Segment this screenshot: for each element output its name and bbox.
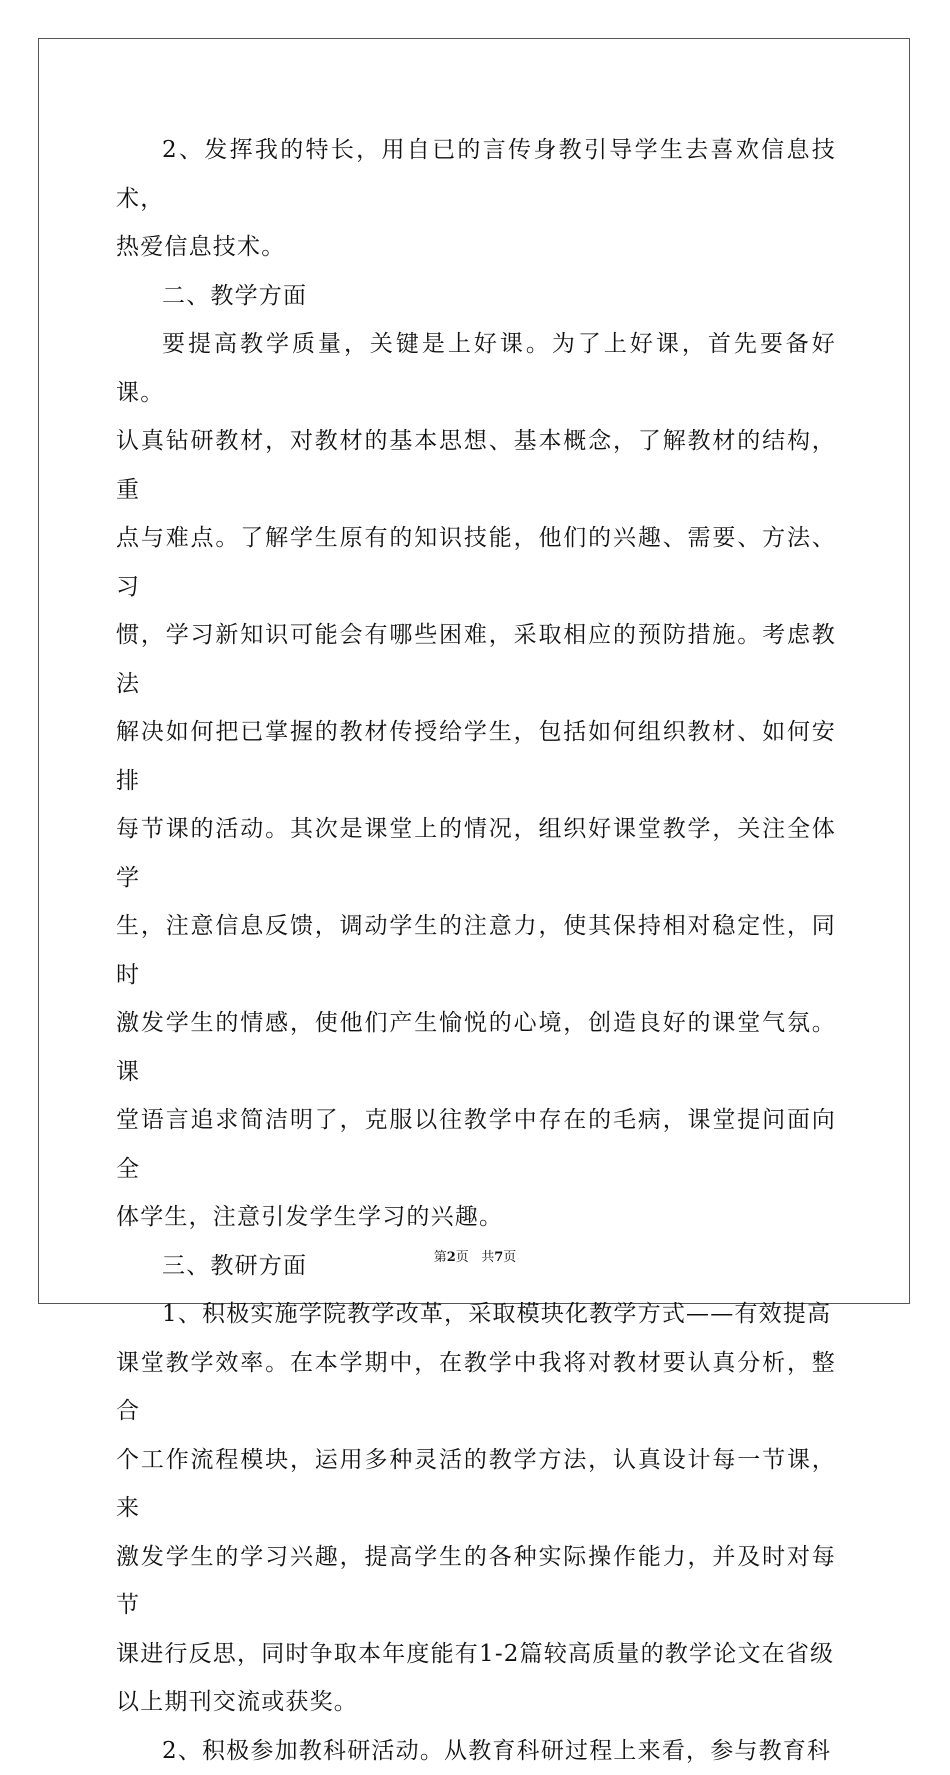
paragraph-research-2: [116, 1727, 836, 1775]
page-label: 页: [456, 1250, 469, 1265]
section-heading-teaching: [116, 272, 836, 321]
total-pages: 7: [494, 1250, 503, 1265]
text-line: 体学生，注意引发学生学习的兴趣。: [116, 1193, 836, 1242]
text-line: 生，注意信息反馈，调动学生的注意力，使其保持相对稳定性，同时: [116, 902, 836, 999]
text-line: 激发学生的情感，使他们产生愉悦的心境，创造良好的课堂气氛。课: [116, 999, 836, 1096]
paragraph-1: [116, 126, 836, 272]
text-line: 2、积极参加教科研活动。从教育科研过程上来看，参与教育科: [116, 1727, 836, 1775]
page-prefix: 第: [434, 1250, 447, 1265]
text-line: 激发学生的学习兴趣，提高学生的各种实际操作能力，并及时对每节: [116, 1533, 836, 1630]
text-line: 堂语言追求简洁明了，克服以往教学中存在的毛病，课堂提问面向全: [116, 1096, 836, 1193]
text-line: 解决如何把已掌握的教材传授给学生，包括如何组织教材、如何安排: [116, 708, 836, 805]
text-line: 1、积极实施学院教学改革，采取模块化教学方式——有效提高: [116, 1290, 836, 1339]
text-line: 课堂教学效率。在本学期中，在教学中我将对教材要认真分析，整合: [116, 1339, 836, 1436]
text-line: 三、教研方面: [116, 1242, 836, 1291]
text-line: 2、发挥我的特长，用自已的言传身教引导学生去喜欢信息技术，: [116, 126, 836, 223]
page-number: 2: [447, 1250, 456, 1265]
total-label: 页: [503, 1250, 516, 1265]
page-footer: [0, 1246, 950, 1265]
text-line: 惯，学习新知识可能会有哪些困难，采取相应的预防措施。考虑教法: [116, 611, 836, 708]
text-line: 每节课的活动。其次是课堂上的情况，组织好课堂教学，关注全体学: [116, 805, 836, 902]
paragraph-teaching: [116, 320, 836, 1242]
text-line: 课进行反思，同时争取本年度能有1-2篇较高质量的教学论文在省级: [116, 1630, 836, 1679]
total-prefix: 共: [481, 1250, 494, 1265]
text-line: 以上期刊交流或获奖。: [116, 1678, 836, 1727]
document-body: [116, 126, 836, 1775]
text-line: 点与难点。了解学生原有的知识技能，他们的兴趣、需要、方法、习: [116, 514, 836, 611]
text-line: 二、教学方面: [116, 272, 836, 321]
paragraph-research-1: [116, 1290, 836, 1727]
text-line: 热爱信息技术。: [116, 223, 836, 272]
text-line: 要提高教学质量，关键是上好课。为了上好课，首先要备好课。: [116, 320, 836, 417]
text-line: 认真钻研教材，对教材的基本思想、基本概念，了解教材的结构，重: [116, 417, 836, 514]
text-line: 个工作流程模块，运用多种灵活的教学方法，认真设计每一节课，来: [116, 1436, 836, 1533]
